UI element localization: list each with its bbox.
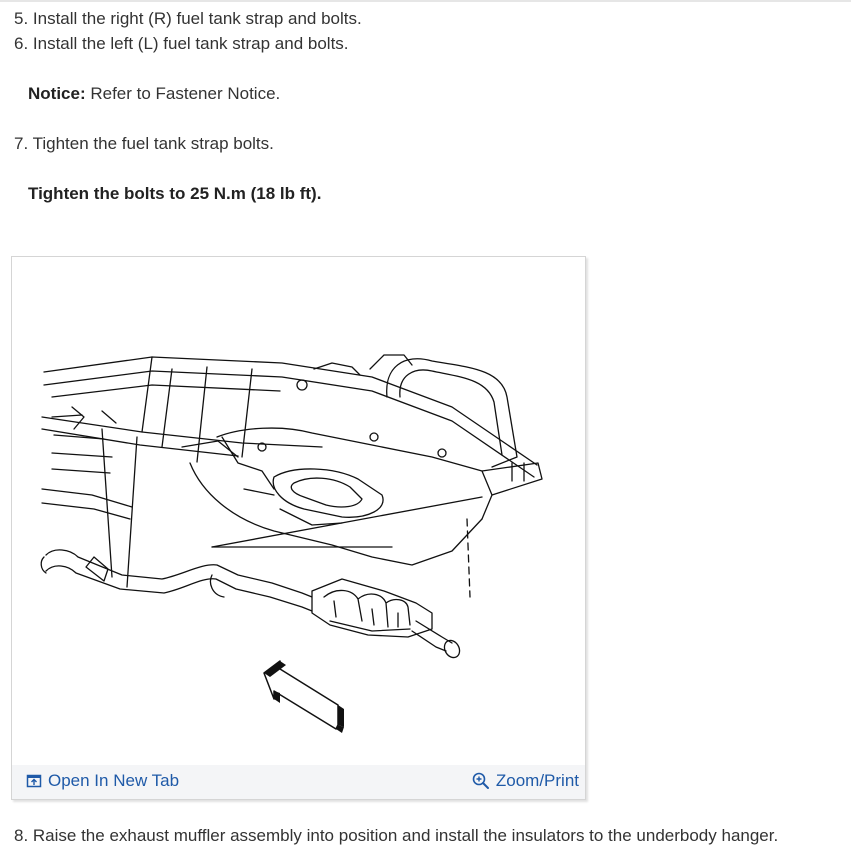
illustration-frame	[11, 256, 586, 800]
illustration-toolbar	[12, 765, 585, 799]
open-in-new-tab-link[interactable]	[26, 771, 179, 791]
open-in-new-tab-label: Open In New Tab	[48, 771, 180, 790]
fastener-notice	[28, 84, 280, 104]
notice-text: Refer to Fastener Notice.	[85, 84, 281, 103]
exhaust-underbody-illustration	[12, 257, 585, 765]
step-8: 8. Raise the exhaust muffler assembly into position and install the insulators to the underbody hanger.	[14, 826, 779, 845]
notice-label: Notice:	[28, 84, 86, 103]
step-7: 7. Tighten the fuel tank strap bolts.	[14, 134, 274, 153]
zoom-print-label: Zoom/Print	[495, 771, 579, 790]
zoom-print-link[interactable]	[472, 771, 579, 791]
step-6: 6. Install the left (L) fuel tank strap and bolts.	[14, 34, 349, 53]
torque-spec: Tighten the bolts to 25 N.m (18 lb ft).	[28, 184, 322, 203]
open-new-tab-icon	[26, 773, 42, 789]
step-5: 5. Install the right (R) fuel tank strap and bolts.	[14, 9, 362, 28]
top-divider	[0, 0, 851, 2]
zoom-in-icon	[472, 772, 490, 790]
view-arrow-icon	[264, 661, 344, 733]
